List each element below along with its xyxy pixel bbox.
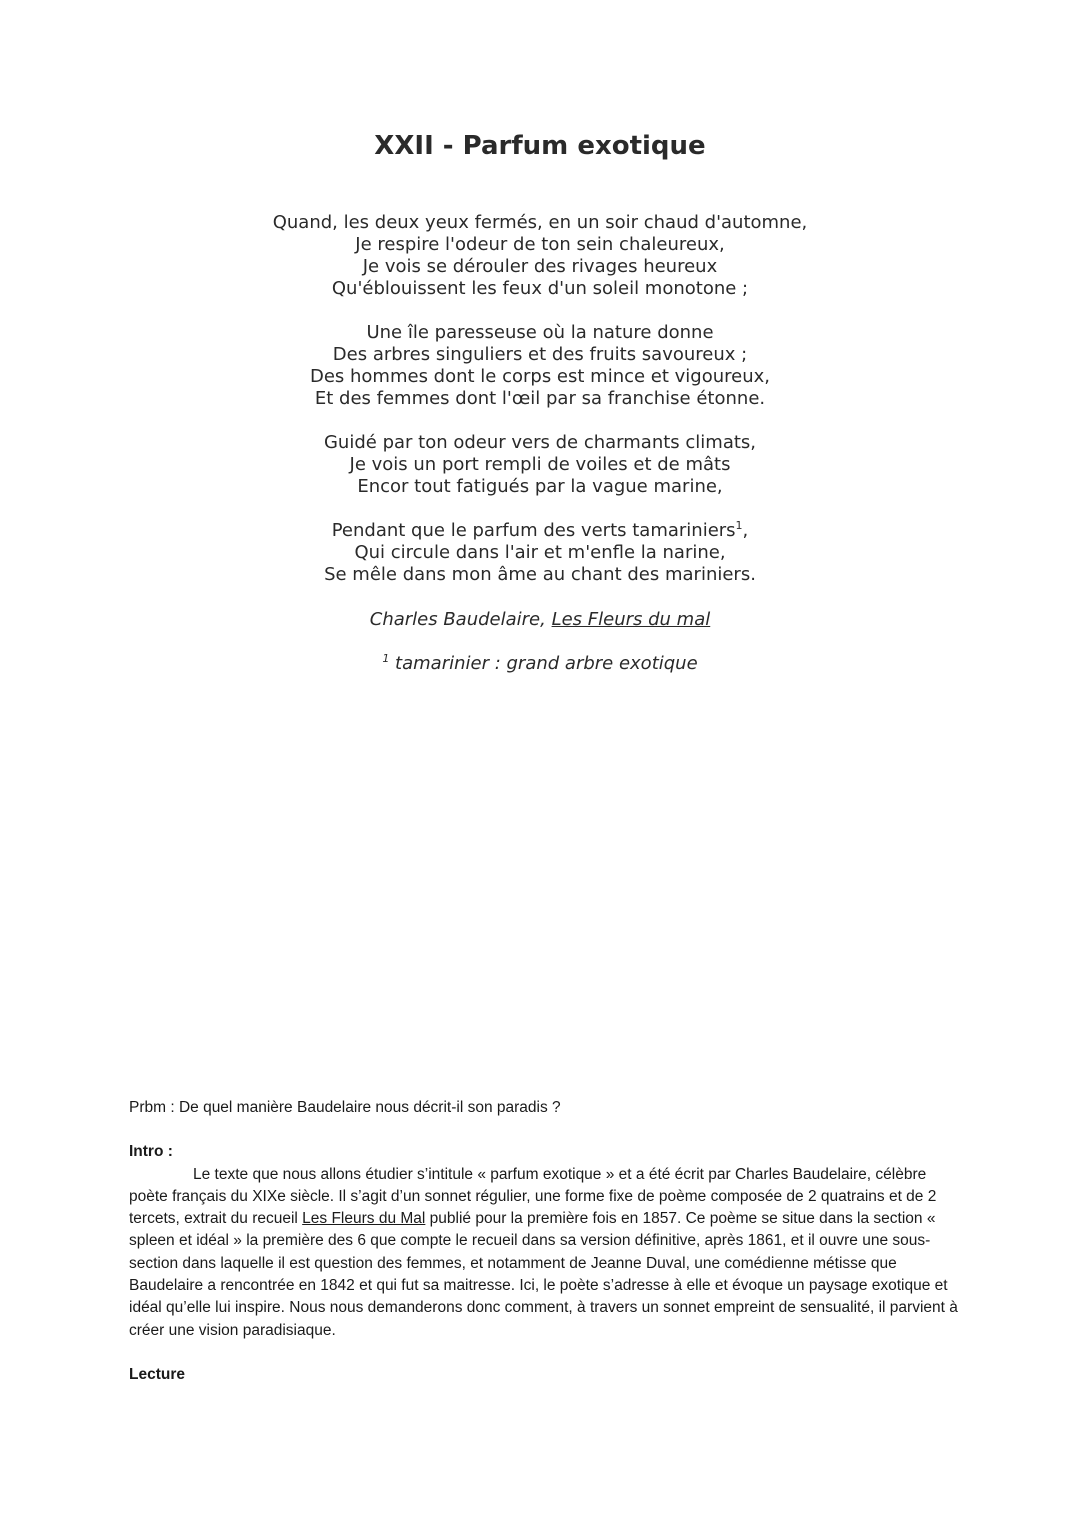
verse-line: Encor tout fatigués par la vague marine, — [357, 476, 723, 497]
intro-text-part-2: publié pour la première fois en 1857. Ce poème se situe dans la section « spleen et idéal » la première des 6 que compte le recueil dans sa version définitive, après 1861, et il ouvre une sous-section dans laquelle il est question des femmes, et notamment de Jeanne Duval, une comédienne métisse que Baudelaire a rencontrée en 1842 et qui fut sa maitresse. Ici, le poète s’adresse à elle et évoque un paysage exotique et idéal qu’elle lui inspire. Nous nous demanderons donc comment, à travers un sonnet empreint de sensualité, il parvient à créer une vision paradisiaque. — [129, 1210, 958, 1339]
poem-body — [0, 212, 1080, 608]
author-name: Charles Baudelaire, — [369, 609, 552, 630]
stanza-2 — [0, 322, 1080, 410]
intro-paragraph — [129, 1164, 959, 1342]
footnote-mark: 1 — [382, 652, 390, 665]
stanza-3 — [0, 432, 1080, 498]
poem-title: XXII - Parfum exotique — [374, 131, 706, 161]
problem-statement: Prbm : De quel manière Baudelaire nous décrit-il son paradis ? — [129, 1099, 561, 1116]
reading-heading: Lecture — [129, 1365, 185, 1383]
verse-line: Qu'éblouissent les feux d'un soleil monotone ; — [331, 278, 749, 299]
stanza-4 — [0, 520, 1080, 586]
intro-text-part-1: Le texte que nous allons étudier s’intitule « parfum exotique » et a été écrit par Charles Baudelaire, célèbre poète français du XIXe siècle. Il s’agit d’un sonnet régulier, une forme fixe de poème composée de 2 quatrains et de 2 tercets, extrait du recueil — [129, 1165, 937, 1228]
spacer — [129, 1342, 959, 1364]
verse-line: Une île paresseuse où la nature donne — [366, 322, 714, 343]
verse-line: Je respire l'odeur de ton sein chaleureux, — [355, 234, 725, 255]
verse-line: Des arbres singuliers et des fruits savoureux ; — [332, 344, 748, 365]
stanza-1 — [0, 212, 1080, 300]
verse-line-with-note — [0, 520, 1080, 542]
poem-signature — [0, 609, 1080, 631]
intro-work-title: Les Fleurs du Mal — [302, 1210, 426, 1228]
verse-line: Je vois se dérouler des rivages heureux — [362, 256, 718, 277]
spacer — [129, 1119, 959, 1141]
verse-line: Se mêle dans mon âme au chant des mariniers. — [324, 564, 756, 585]
verse-punctuation: , — [742, 520, 749, 541]
verse-line: Je vois un port rempli de voiles et de mâts — [349, 454, 731, 475]
analysis-section — [129, 1097, 959, 1386]
footnote — [0, 653, 1080, 675]
verse-text: Pendant que le parfum des verts tamariniers — [331, 520, 736, 541]
verse-line: Quand, les deux yeux fermés, en un soir chaud d'automne, — [272, 212, 808, 233]
verse-line: Et des femmes dont l'œil par sa franchise étonne. — [314, 388, 766, 409]
footnote-text: tamarinier : grand arbre exotique — [389, 653, 698, 674]
footnote-reference: 1 — [735, 519, 743, 532]
verse-line: Des hommes dont le corps est mince et vigoureux, — [309, 366, 771, 387]
verse-line: Qui circule dans l'air et m'enfle la narine, — [354, 542, 726, 563]
intro-heading: Intro : — [129, 1143, 173, 1161]
verse-line: Guidé par ton odeur vers de charmants climats, — [323, 432, 757, 453]
work-title: Les Fleurs du mal — [551, 609, 711, 630]
